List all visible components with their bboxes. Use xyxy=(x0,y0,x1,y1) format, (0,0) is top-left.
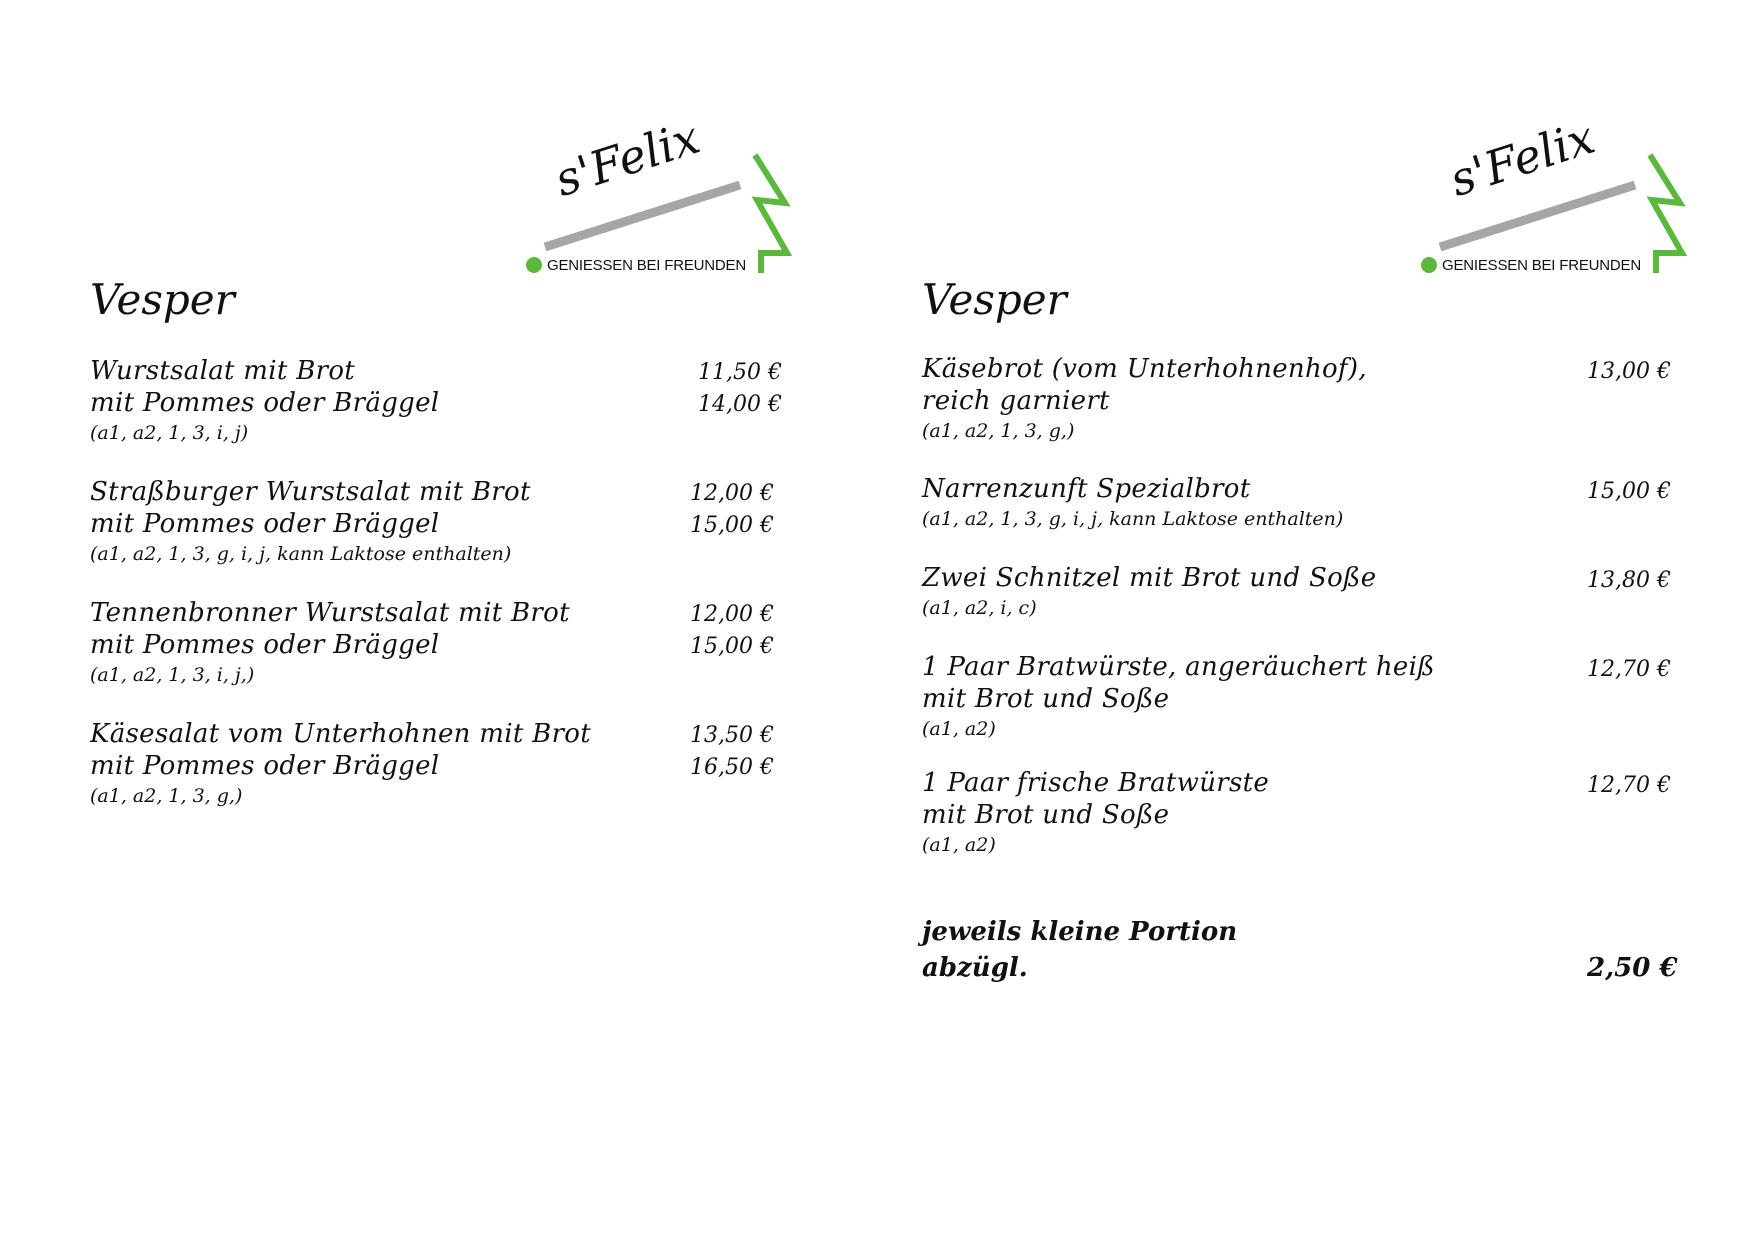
item-name-cont: reich garniert xyxy=(922,386,1110,416)
item-allergens: (a1, a2) xyxy=(922,718,996,740)
right-menu-page xyxy=(877,0,1754,1240)
logo-tree-icon xyxy=(755,155,787,273)
item-allergens: (a1, a2, 1, 3, i, j) xyxy=(90,422,249,444)
menu-item xyxy=(90,355,439,447)
item-price: 12,70 € xyxy=(1587,773,1671,798)
item-name-cont: mit Brot und Soße xyxy=(922,684,1170,714)
sfelix-logo xyxy=(1420,109,1710,285)
item-name: Zwei Schnitzel mit Brot und Soße xyxy=(922,563,1377,593)
menu-item xyxy=(90,718,591,810)
item-price: 12,70 € xyxy=(1587,657,1671,682)
item-price: 14,00 € xyxy=(698,392,782,417)
logo-dot-icon xyxy=(1421,257,1437,273)
item-price: 15,00 € xyxy=(690,513,774,538)
item-price: 13,50 € xyxy=(690,723,774,748)
menu-item xyxy=(922,651,1435,743)
item-allergens: (a1, a2, 1, 3, g,) xyxy=(922,420,1075,442)
item-option: mit Pommes oder Bräggel xyxy=(90,388,440,418)
item-price: 13,80 € xyxy=(1587,568,1671,593)
item-price: 12,00 € xyxy=(690,602,774,627)
item-option: mit Pommes oder Bräggel xyxy=(90,509,440,539)
small-portion-price: 2,50 € xyxy=(1587,953,1678,983)
logo-script: s'Felix xyxy=(1443,109,1601,207)
item-allergens: (a1, a2, 1, 3, i, j,) xyxy=(90,664,255,686)
item-name: Tennenbronner Wurstsalat mit Brot xyxy=(90,598,570,628)
item-allergens: (a1, a2) xyxy=(922,834,996,856)
item-name: 1 Paar Bratwürste, angeräuchert heiß xyxy=(922,652,1435,682)
item-price: 11,50 € xyxy=(698,360,782,385)
small-portion-deduction: abzügl. xyxy=(922,953,1028,983)
item-option: mit Pommes oder Bräggel xyxy=(90,630,440,660)
menu-item xyxy=(922,473,1343,533)
logo-tagline: GENIESSEN BEI FREUNDEN xyxy=(1442,257,1641,274)
item-price: 13,00 € xyxy=(1587,359,1671,384)
menu-item xyxy=(922,353,1367,445)
item-name: Käsesalat vom Unterhohnen mit Brot xyxy=(90,719,592,749)
menu-item xyxy=(922,562,1376,622)
item-price: 15,00 € xyxy=(1587,479,1671,504)
item-price: 16,50 € xyxy=(690,755,774,780)
item-name: Narrenzunft Spezialbrot xyxy=(922,474,1251,504)
item-name: Käsebrot (vom Unterhohnenhof), xyxy=(922,354,1367,384)
section-heading: Vesper xyxy=(922,275,1067,324)
item-allergens: (a1, a2, i, c) xyxy=(922,597,1037,619)
menu-item xyxy=(90,476,531,568)
item-option: mit Pommes oder Bräggel xyxy=(90,751,440,781)
logo-script: s'Felix xyxy=(548,109,706,207)
small-portion-note: jeweils kleine Portion xyxy=(922,917,1238,947)
item-name: Wurstsalat mit Brot xyxy=(90,356,356,386)
section-heading: Vesper xyxy=(90,275,235,324)
menu-item xyxy=(90,597,570,689)
menu-item xyxy=(922,767,1269,859)
item-name-cont: mit Brot und Soße xyxy=(922,800,1170,830)
item-allergens: (a1, a2, 1, 3, g, i, j, kann Laktose enthalten) xyxy=(922,508,1344,530)
logo-tree-icon xyxy=(1650,155,1682,273)
item-allergens: (a1, a2, 1, 3, g,) xyxy=(90,785,243,807)
item-price: 15,00 € xyxy=(690,634,774,659)
item-name: 1 Paar frische Bratwürste xyxy=(922,768,1270,798)
item-name: Straßburger Wurstsalat mit Brot xyxy=(90,477,531,507)
sfelix-logo xyxy=(525,109,815,285)
item-allergens: (a1, a2, 1, 3, g, i, j, kann Laktose enthalten) xyxy=(90,543,512,565)
logo-dot-icon xyxy=(526,257,542,273)
item-price: 12,00 € xyxy=(690,481,774,506)
logo-tagline: GENIESSEN BEI FREUNDEN xyxy=(547,257,746,274)
